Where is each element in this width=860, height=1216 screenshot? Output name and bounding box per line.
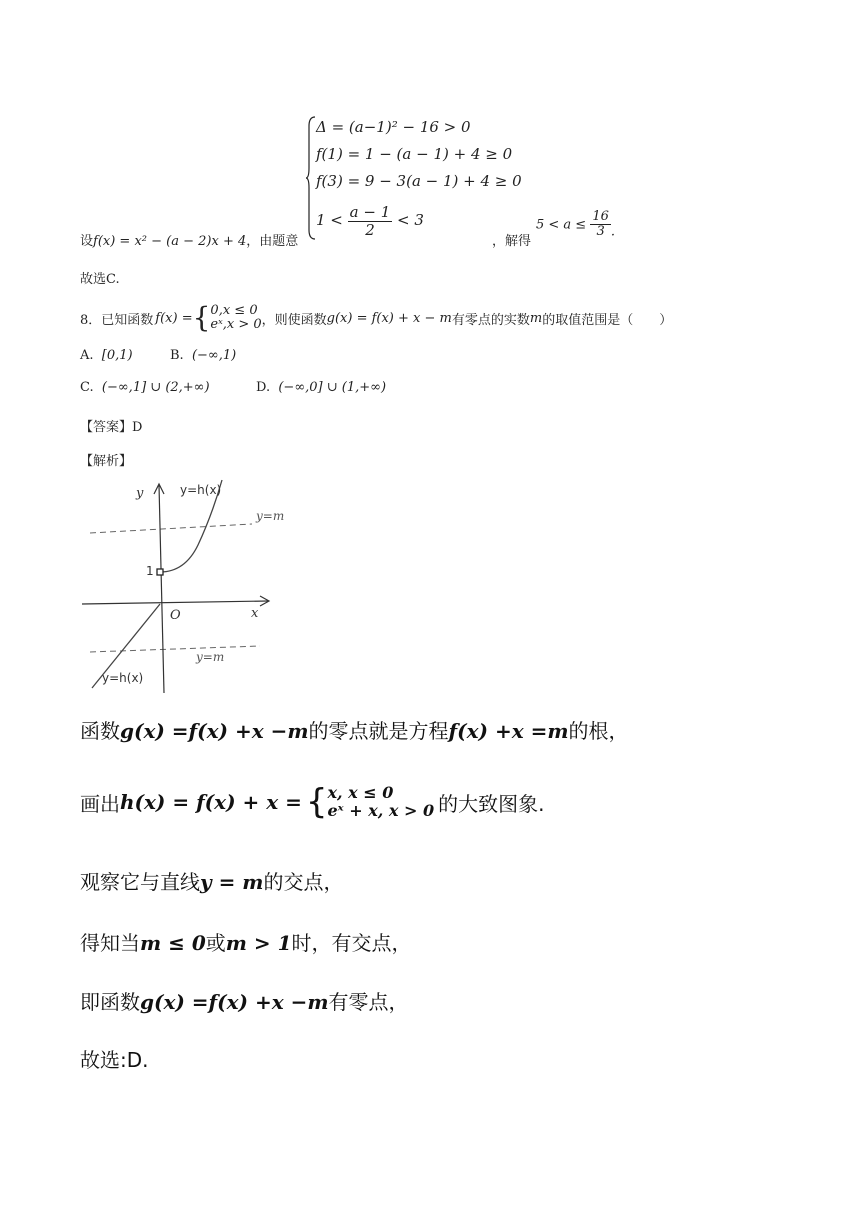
function-graph [80,475,285,700]
system-line-1: Δ = (a−1)² − 16 > 0 [316,118,471,136]
x-axis-label: x [251,606,259,621]
analysis-line-2: 画出 h(x) = f(x) + x = { x, x ≤ 0 eˣ + x, x > 0 的大致图象. [80,782,545,822]
system-frac-den: 2 [365,220,375,239]
system-frac-num: a − 1 [349,203,391,221]
analysis-brace: { [305,782,328,822]
x-axis-line [82,601,268,604]
analysis-line-6: 故选:D. [80,1048,149,1072]
option-d: D. (−∞,0] ∪ (1,+∞) [256,380,387,395]
lower-curve-label: y=h(x) [102,671,144,685]
solution-result: 5 < a ≤ $\frac{16}{3}$ . [536,209,616,240]
option-c: C. (−∞,1] ∪ (2,+∞) [80,380,210,395]
y-axis-label: y [136,486,144,501]
g-function: g(x) = f(x) + x − m [326,310,452,326]
lower-m-label: y=m [196,650,225,664]
lower-m-line [90,646,260,652]
question-8: 8．已知函数 f(x) = { 0,x ≤ 0 eˣ,x > 0 ，则使函数 g(x) = f(x) + x − m 有零点的实数 m 的取值范围是（ ） [80,301,673,334]
analysis-line-3: 观察它与直线y = m的交点， [80,870,344,894]
intro-function: f(x) = x² − (a − 2)x + 4 [93,234,247,249]
analysis-line-5: 即函数g(x) =f(x) +x −m有零点， [80,990,409,1014]
system-line-2: f(1) = 1 − (a − 1) + 4 ≥ 0 [316,145,513,163]
option-b: B. (−∞,1) [170,348,237,363]
conclusion-7: 故选C. [80,272,120,287]
system-line-4: 1 < $\frac{a - 1}{2}$ < 3 [316,203,424,239]
analysis-label: 【解析】 [80,454,133,469]
y-axis-line [159,485,164,693]
system-line-3: f(3) = 9 − 3(a − 1) + 4 ≥ 0 [316,172,522,190]
one-label: 1 [146,564,154,578]
piecewise-cases: 0,x ≤ 0 eˣ,x > 0 [210,303,262,332]
system-brace [306,116,316,240]
solution-intro: 设f(x) = x² − (a − 2)x + 4，由题意 [80,234,299,249]
answer: 【答案】D [80,420,143,435]
analysis-line-4: 得知当m ≤ 0或m > 1时，有交点， [80,931,412,955]
solve-text: ，解得 [492,234,532,249]
origin-label: O [170,608,181,623]
analysis-line-1: 函数g(x) =f(x) +x −m的零点就是方程f(x) +x =m的根， [80,719,629,743]
analysis-cases: x, x ≤ 0 eˣ + x, x > 0 [327,783,435,820]
upper-m-label: y=m [256,509,285,523]
piecewise-brace: { [192,301,211,334]
upper-m-line [90,524,252,533]
open-point [157,569,163,575]
upper-curve-label: y=h(x) [180,483,222,497]
option-a: A. [0,1) [80,348,133,363]
